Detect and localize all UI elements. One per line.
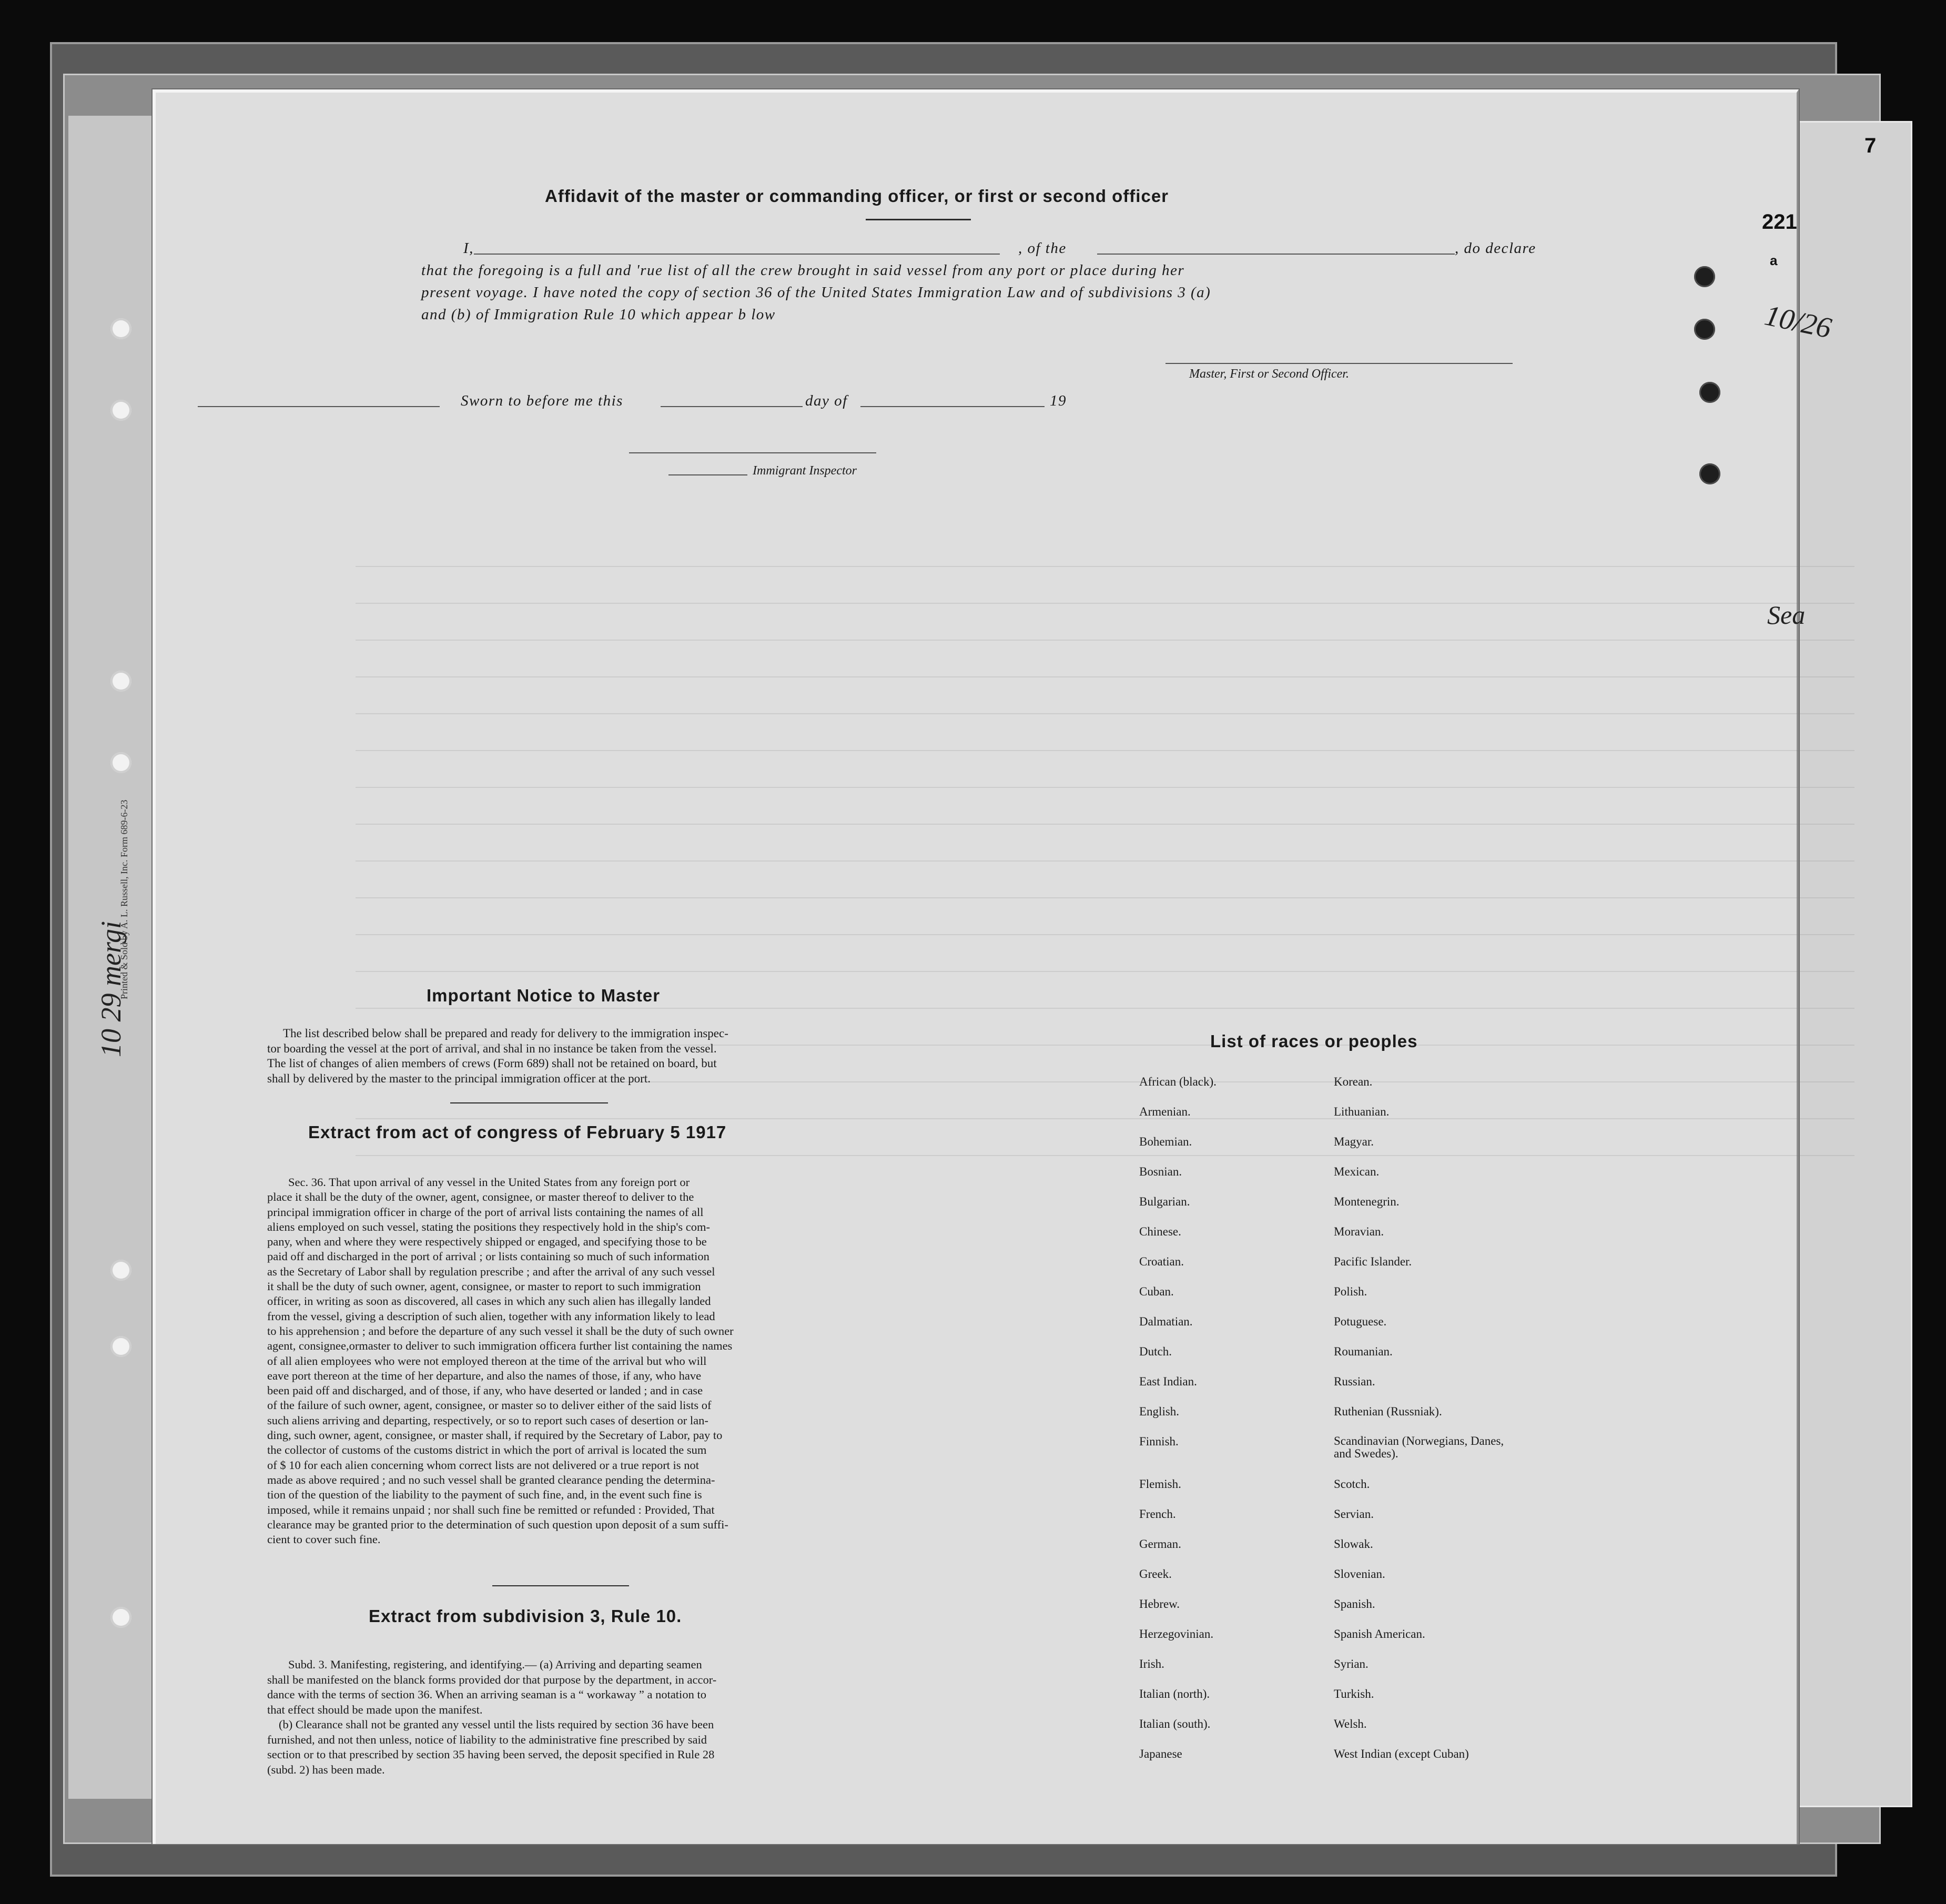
handwritten-sea: Sea [1767,600,1806,630]
act-line: to his apprehension ; and before the departure of any such vessel it shall be the duty of such owner [267,1324,734,1338]
binder-hole [110,752,131,773]
affidavit-line-3: present voyage. I have noted the copy of section 36 of the United States Immigration Law and of subdivisions 3 (a) [421,284,1211,301]
race-item: Croatian. [1139,1255,1184,1268]
rule-line: (b) Clearance shall not be granted any vessel until the lists required by section 36 have been [279,1718,714,1731]
race-item: English. [1139,1405,1180,1418]
page-number: 221 [1762,210,1797,234]
race-item: German. [1139,1537,1181,1551]
race-item: Bosnian. [1139,1165,1182,1178]
sworn-day-line [661,406,803,407]
master-label: Master, First or Second Officer. [1189,367,1349,381]
act-line: officer, in writing as soon as discovered, all cases in which any such alien has illegally landed [267,1294,711,1308]
race-item: Cuban. [1139,1285,1174,1298]
notice-title: Important Notice to Master [427,986,661,1005]
notice-text [267,1026,864,1086]
race-item: Herzegovinian. [1139,1627,1214,1640]
race-item: Magyar. [1334,1135,1374,1148]
binder-hole [110,671,131,692]
inspector-prefix-line [668,474,747,475]
act-line: agent, consignee,ormaster to deliver to such immigration officera further list containing the names [267,1339,733,1353]
race-item: Bohemian. [1139,1135,1192,1148]
faint-manifest-row [356,603,1854,604]
race-item: Slovenian. [1334,1567,1385,1581]
race-item: Spanish American. [1334,1627,1425,1640]
extract-act-text [267,1175,864,1547]
act-line: aliens employed on such vessel, stating the positions they respectively hold in the ship's com- [267,1220,711,1233]
handwritten-date: 10/26 [1761,299,1834,345]
act-line: of all alien employees who were not employed thereon at the time of the arrival but who will [267,1354,707,1368]
race-item: East Indian. [1139,1375,1197,1388]
faint-manifest-row [356,1118,1854,1119]
binder-hole-dark [1694,319,1715,340]
affidavit-line-4: and (b) of Immigration Rule 10 which appear b low [421,306,776,323]
handwritten-note-left: 10 29 mergi [95,921,127,1057]
race-item: African (black). [1139,1075,1217,1088]
race-item: Dalmatian. [1139,1315,1193,1328]
notice-line: The list described below shall be prepared and ready for delivery to the immigration inspec- [283,1027,728,1040]
act-rule [492,1585,629,1586]
act-line: it shall be the duty of such owner, agent, consignee, or master to report to such immigration [267,1280,701,1293]
day-of-label: day of [805,392,848,409]
act-line: imposed, while it remains unpaid ; nor shall such fine be remitted or refunded : Provided, That [267,1503,715,1516]
notice-rule [450,1102,608,1103]
act-line: ding, such owner, agent, consignee, or master shall, if required by the Secretary of Labor, pay to [267,1429,723,1442]
race-item: Scotch. [1334,1477,1370,1491]
binder-hole [110,318,131,339]
race-item: Turkish. [1334,1687,1374,1700]
affidavit-of-the: , of the [1018,240,1067,257]
binder-hole [110,1336,131,1357]
race-item: French. [1139,1507,1176,1521]
inspector-label: Immigrant Inspector [753,464,857,478]
rule-line: shall be manifested on the blanck forms provided dor that purpose by the department, in accor- [267,1673,717,1686]
name-field-line [474,254,1000,255]
rule-line: furnished, and not then unless, notice of liability to the administrative fine prescribed by said [267,1733,707,1746]
faint-manifest-row [356,566,1854,567]
printer-imprint: Printed & Sold by A. L. Russell, Inc. Form 689-6-23 [119,799,129,999]
race-item: Dutch. [1139,1345,1172,1358]
race-item: Hebrew. [1139,1597,1180,1611]
faint-manifest-row [356,713,1854,714]
act-line: clearance may be granted prior to the determination of such question upon deposit of a sum suffi- [267,1517,728,1531]
race-item: Chinese. [1139,1225,1181,1238]
margin-line [198,406,440,407]
notice-line: The list of changes of alien members of crews (Form 689) shall not be retained on board, but [267,1057,717,1070]
race-item: Slowak. [1334,1537,1373,1551]
rule-line: dance with the terms of section 36. When an arriving seaman is a “ workaway ” a notation to [267,1688,706,1701]
act-line: been paid off and discharged, and of those, if any, who have deserted or landed ; and in case [267,1384,703,1397]
binder-hole [110,400,131,421]
faint-manifest-row [356,676,1854,677]
rule-line: Subd. 3. Manifesting, registering, and identifying.— (a) Arriving and departing seamen [288,1658,702,1671]
binder-hole-dark [1694,266,1715,287]
page-number-sub: a [1770,252,1778,268]
race-item: Korean. [1334,1075,1373,1088]
race-item: Bulgarian. [1139,1195,1190,1208]
race-item: Armenian. [1139,1105,1191,1118]
race-item: Moravian. [1334,1225,1384,1238]
act-line: of the failure of such owner, agent, consignee, or master so to deliver either of the said lists of [267,1399,712,1412]
act-line: cient to cover such fine. [267,1533,381,1546]
affidavit-i: I, [463,240,474,257]
act-line: the collector of customs of the customs district in which the port of arrival is located the sum [267,1443,707,1457]
affidavit-line-2: that the foregoing is a full and 'rue list of all the crew brought in said vessel from any port or place during her [421,262,1185,279]
race-item: Polish. [1334,1285,1367,1298]
inspector-signature-line [629,452,876,453]
faint-manifest-row [356,640,1854,641]
affidavit-declare: , do declare [1455,240,1536,257]
race-item: Lithuanian. [1334,1105,1390,1118]
affidavit-title: Affidavit of the master or commanding officer, or first or second officer [545,186,1169,206]
race-item: Welsh. [1334,1717,1367,1730]
extract-act-title: Extract from act of congress of February 5 1917 [308,1122,727,1142]
race-item: Servian. [1334,1507,1374,1521]
faint-manifest-row [356,1155,1854,1156]
act-line: eave port thereon at the time of her departure, and also the names of those, if any, who have [267,1369,702,1382]
faint-manifest-row [356,934,1854,935]
binder-hole [110,1260,131,1281]
faint-manifest-row [356,897,1854,898]
act-line: principal immigration officer in charge of the port of arrival lists containing the names of all [267,1205,704,1219]
notice-line: tor boarding the vessel at the port of arrival, and shal in no instance be taken from the vessel. [267,1041,717,1055]
act-line: place it shall be the duty of the owner, agent, consignee, or master thereof to deliver to the [267,1190,694,1204]
binder-hole-dark [1699,382,1720,403]
race-item: Italian (south). [1139,1717,1211,1730]
extract-rule-text [267,1657,864,1777]
faint-manifest-row [356,1008,1854,1009]
notice-line: shall by delivered by the master to the principal immigration officer at the port. [267,1071,651,1085]
act-line: tion of the question of the liability to the payment of such fine, and, in the event such fine is [267,1488,702,1502]
race-item: Potuguese. [1334,1315,1387,1328]
race-item: Finnish. [1139,1435,1179,1448]
binder-hole-dark [1699,463,1720,484]
top-right-number: 7 [1864,134,1877,157]
race-item: Greek. [1139,1567,1172,1581]
act-line: made as above required ; and no such vessel shall be granted clearance pending the determina- [267,1473,715,1486]
year-label: 19 [1050,392,1067,409]
faint-manifest-row [356,971,1854,972]
sworn-month-line [860,406,1045,407]
act-line: of $ 10 for each alien concerning whom correct lists are not delivered or a true report is not [267,1458,699,1472]
affidavit-title-rule [866,219,971,220]
sworn-label: Sworn to before me this [461,392,623,409]
act-line: paid off and discharged in the port of arrival ; or lists containing so much of such information [267,1250,710,1263]
faint-manifest-row [356,824,1854,825]
race-item: Japanese [1139,1747,1182,1760]
extract-rule-title: Extract from subdivision 3, Rule 10. [369,1606,682,1626]
race-item: Italian (north). [1139,1687,1210,1700]
vessel-field-line [1097,254,1455,255]
act-line: as the Secretary of Labor shall by regulation prescribe ; and after the arrival of any such vessel [267,1264,715,1278]
race-item: Irish. [1139,1657,1164,1670]
rule-line: section or to that prescribed by section 35 having been served, the deposit specified in Rule 28 [267,1748,715,1761]
race-item: Russian. [1334,1375,1375,1388]
race-item: Flemish. [1139,1477,1181,1491]
race-item: Spanish. [1334,1597,1375,1611]
act-line: such aliens arriving and departing, respectively, or so to report such cases of desertion or lan- [267,1413,708,1427]
rule-line: (subd. 2) has been made. [267,1763,385,1776]
act-line: pany, when and where they were respectively shipped or engaged, and specifying those to be [267,1235,707,1249]
main-page [153,89,1799,1844]
race-item: Pacific Islander. [1334,1255,1412,1268]
race-item: Roumanian. [1334,1345,1393,1358]
signature-line [1165,363,1513,364]
faint-manifest-row [356,787,1854,788]
binder-hole [110,1607,131,1628]
race-item: Ruthenian (Russniak). [1334,1405,1442,1418]
race-item: Montenegrin. [1334,1195,1400,1208]
race-item: West Indian (except Cuban) [1334,1747,1469,1760]
race-item: Mexican. [1334,1165,1380,1178]
act-line: Sec. 36. That upon arrival of any vessel in the United States from any foreign port or [288,1176,690,1189]
race-item: Syrian. [1334,1657,1369,1670]
rule-line: that effect should be made upon the manifest. [267,1703,483,1716]
faint-manifest-row [356,750,1854,751]
race-item: Scandinavian (Norwegians, Danes, and Swedes). [1334,1434,1504,1460]
faint-manifest-row [356,860,1854,862]
races-title: List of races or peoples [1210,1031,1418,1051]
act-line: from the vessel, giving a description of such alien, together with any information likely to lead [267,1309,715,1323]
